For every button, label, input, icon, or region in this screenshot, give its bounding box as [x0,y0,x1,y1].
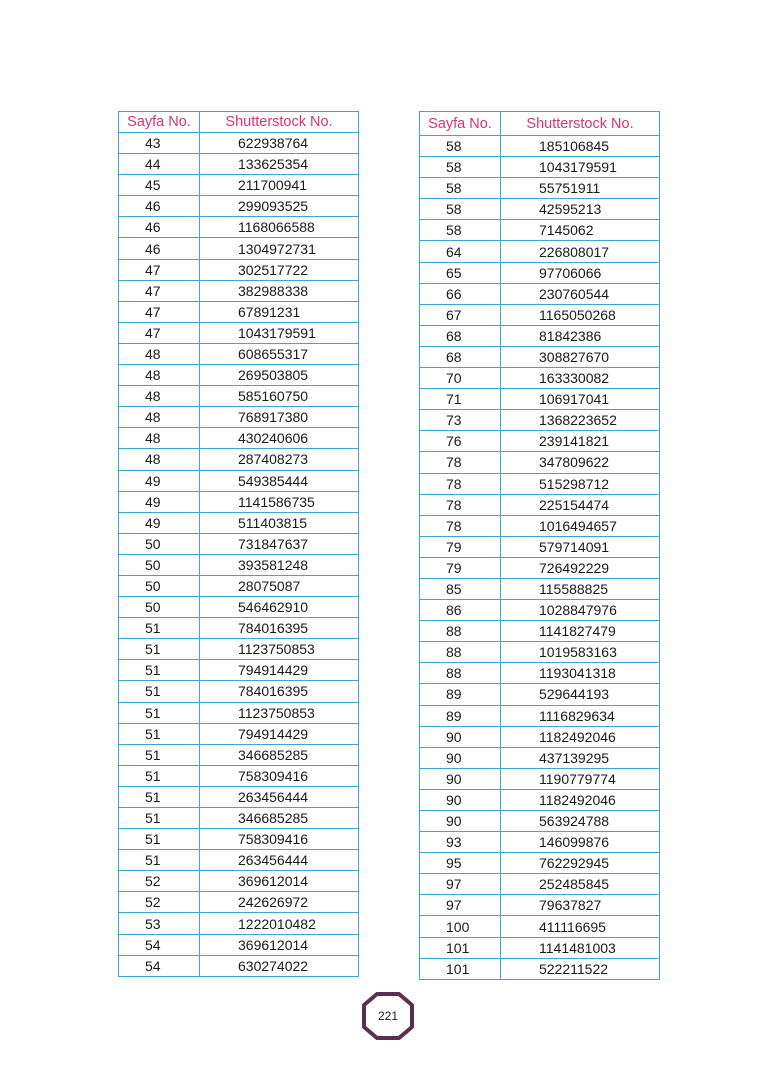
table-row [119,618,359,639]
shutterstock-number-cell: 163330082 [501,368,660,389]
shutterstock-number-cell: 1190779774 [501,768,660,789]
page-number-cell: 51 [119,829,200,850]
page-number-cell: 51 [119,702,200,723]
table-row [119,491,359,512]
table-row [119,681,359,702]
page-number-cell: 51 [119,786,200,807]
shutterstock-number-cell: 347809622 [501,452,660,473]
table-row [420,557,660,578]
page-number-cell: 90 [420,747,501,768]
table-row [420,789,660,810]
shutterstock-number-cell: 608655317 [200,343,359,364]
shutterstock-number-cell: 515298712 [501,473,660,494]
table-row [119,850,359,871]
shutterstock-number-cell: 287408273 [200,449,359,470]
table-row [420,136,660,157]
table-row [119,407,359,428]
page-number-cell: 86 [420,600,501,621]
table-row [420,325,660,346]
table-row [119,955,359,976]
table-row [119,533,359,554]
shutterstock-number-cell: 185106845 [501,136,660,157]
page-number-cell: 58 [420,157,501,178]
table-row [119,512,359,533]
page-number-cell: 79 [420,536,501,557]
shutterstock-number-cell: 1141481003 [501,937,660,958]
table-row [119,786,359,807]
shutterstock-number-cell: 42595213 [501,199,660,220]
table-row [119,892,359,913]
shutterstock-number-cell: 393581248 [200,554,359,575]
table-row [420,536,660,557]
table-row [119,154,359,175]
page-number-cell: 50 [119,533,200,554]
table-row [420,473,660,494]
page-number-cell: 46 [119,238,200,259]
credits-table-left [118,111,359,977]
table-row [420,705,660,726]
page-number-cell: 52 [119,871,200,892]
page-number-cell: 58 [420,178,501,199]
table-row [420,262,660,283]
page-number-cell: 88 [420,663,501,684]
page-number-cell: 90 [420,811,501,832]
table-row [420,874,660,895]
page-number-cell: 51 [119,765,200,786]
table-row [420,895,660,916]
shutterstock-number-cell: 1141827479 [501,621,660,642]
page-number-cell: 76 [420,431,501,452]
page-number-cell: 51 [119,681,200,702]
table-body-right [420,136,660,980]
shutterstock-number-cell: 269503805 [200,365,359,386]
table-row [119,280,359,301]
table-row [119,196,359,217]
shutterstock-number-cell: 81842386 [501,325,660,346]
page-number: 221 [377,1009,399,1023]
page-number-cell: 48 [119,449,200,470]
page-number-cell: 64 [420,241,501,262]
shutterstock-number-cell: 1368223652 [501,410,660,431]
table-row [119,765,359,786]
shutterstock-number-cell: 1222010482 [200,913,359,934]
shutterstock-number-cell: 1043179591 [501,157,660,178]
table-row [119,238,359,259]
shutterstock-number-cell: 758309416 [200,765,359,786]
shutterstock-number-cell: 239141821 [501,431,660,452]
header-shutterstock-number: Shutterstock No. [501,112,660,136]
table-header-row [119,112,359,133]
shutterstock-number-cell: 242626972 [200,892,359,913]
table-row [119,723,359,744]
page-number-cell: 100 [420,916,501,937]
shutterstock-number-cell: 784016395 [200,618,359,639]
page-number-cell: 58 [420,136,501,157]
shutterstock-number-cell: 226808017 [501,241,660,262]
shutterstock-number-cell: 794914429 [200,723,359,744]
page-number-cell: 95 [420,853,501,874]
page-number-cell: 44 [119,154,200,175]
table-row [119,217,359,238]
table-row [420,157,660,178]
page-number-cell: 89 [420,705,501,726]
shutterstock-number-cell: 106917041 [501,389,660,410]
shutterstock-number-cell: 7145062 [501,220,660,241]
shutterstock-number-cell: 411116695 [501,916,660,937]
table-row [420,389,660,410]
table-row [420,684,660,705]
header-page-number: Sayfa No. [119,112,200,133]
table-row [119,554,359,575]
shutterstock-number-cell: 622938764 [200,133,359,154]
shutterstock-number-cell: 579714091 [501,536,660,557]
table-row [119,133,359,154]
shutterstock-number-cell: 430240606 [200,428,359,449]
table-row [420,811,660,832]
page-number-cell: 68 [420,325,501,346]
table-row [420,937,660,958]
table-row [119,829,359,850]
page-number-cell: 78 [420,473,501,494]
shutterstock-number-cell: 299093525 [200,196,359,217]
shutterstock-number-cell: 1141586735 [200,491,359,512]
page-number-cell: 90 [420,726,501,747]
shutterstock-number-cell: 369612014 [200,871,359,892]
page-number-cell: 48 [119,428,200,449]
shutterstock-number-cell: 28075087 [200,575,359,596]
shutterstock-number-cell: 1182492046 [501,726,660,747]
table-row [119,449,359,470]
table-row [420,178,660,199]
shutterstock-number-cell: 731847637 [200,533,359,554]
shutterstock-number-cell: 549385444 [200,470,359,491]
shutterstock-number-cell: 225154474 [501,494,660,515]
page-number-cell: 49 [119,470,200,491]
page-number-cell: 51 [119,744,200,765]
table-row [420,642,660,663]
shutterstock-number-cell: 346685285 [200,744,359,765]
shutterstock-number-cell: 1116829634 [501,705,660,726]
table-row [119,744,359,765]
table-row [119,365,359,386]
page-number-cell: 78 [420,494,501,515]
page-number-cell: 78 [420,515,501,536]
shutterstock-number-cell: 1168066588 [200,217,359,238]
shutterstock-number-cell: 302517722 [200,259,359,280]
page-number-cell: 68 [420,346,501,367]
page-number-cell: 51 [119,808,200,829]
page-number-cell: 54 [119,934,200,955]
page-number-cell: 67 [420,304,501,325]
table-row [119,386,359,407]
page-number-cell: 45 [119,175,200,196]
table-row [420,958,660,979]
page-number-cell: 79 [420,557,501,578]
page-number-cell: 51 [119,660,200,681]
shutterstock-number-cell: 346685285 [200,808,359,829]
table-row [420,494,660,515]
shutterstock-number-cell: 522211522 [501,958,660,979]
shutterstock-number-cell: 529644193 [501,684,660,705]
shutterstock-number-cell: 97706066 [501,262,660,283]
shutterstock-number-cell: 263456444 [200,786,359,807]
table-row [420,747,660,768]
page-number-cell: 71 [420,389,501,410]
page-number-cell: 47 [119,301,200,322]
page-number-cell: 48 [119,365,200,386]
page-number-cell: 90 [420,768,501,789]
page-number-cell: 90 [420,789,501,810]
table-row [119,428,359,449]
shutterstock-number-cell: 511403815 [200,512,359,533]
shutterstock-number-cell: 1028847976 [501,600,660,621]
header-shutterstock-number: Shutterstock No. [200,112,359,133]
table-row [119,639,359,660]
table-row [119,808,359,829]
table-row [119,175,359,196]
page-number-cell: 70 [420,368,501,389]
page-number-cell: 78 [420,452,501,473]
shutterstock-number-cell: 1123750853 [200,702,359,723]
page-number-cell: 101 [420,958,501,979]
table-row [119,934,359,955]
page-number-cell: 50 [119,554,200,575]
page-number-cell: 48 [119,386,200,407]
table-row [420,410,660,431]
table-row [420,832,660,853]
table-row [420,600,660,621]
shutterstock-number-cell: 211700941 [200,175,359,196]
shutterstock-number-cell: 79637827 [501,895,660,916]
table-row [420,283,660,304]
page-number-cell: 51 [119,850,200,871]
page-number-badge [361,991,415,1041]
page-number-cell: 58 [420,220,501,241]
table-row [119,913,359,934]
shutterstock-number-cell: 1304972731 [200,238,359,259]
shutterstock-number-cell: 1016494657 [501,515,660,536]
page-number-cell: 88 [420,621,501,642]
table-row [119,343,359,364]
page-number-cell: 46 [119,217,200,238]
table-row [420,726,660,747]
page-number-cell: 51 [119,618,200,639]
shutterstock-number-cell: 1123750853 [200,639,359,660]
shutterstock-number-cell: 794914429 [200,660,359,681]
shutterstock-number-cell: 437139295 [501,747,660,768]
shutterstock-number-cell: 762292945 [501,853,660,874]
table-row [420,515,660,536]
credits-table-right [419,111,660,980]
page-number-cell: 48 [119,343,200,364]
shutterstock-number-cell: 563924788 [501,811,660,832]
table-row [420,304,660,325]
page-number-cell: 93 [420,832,501,853]
shutterstock-number-cell: 146099876 [501,832,660,853]
shutterstock-number-cell: 1043179591 [200,322,359,343]
table-row [420,346,660,367]
page-number-cell: 51 [119,639,200,660]
shutterstock-number-cell: 115588825 [501,578,660,599]
table-row [420,241,660,262]
shutterstock-number-cell: 1193041318 [501,663,660,684]
page-number-cell: 89 [420,684,501,705]
page-number-cell: 52 [119,892,200,913]
shutterstock-number-cell: 784016395 [200,681,359,702]
page-number-cell: 65 [420,262,501,283]
table-row [119,660,359,681]
page-number-cell: 53 [119,913,200,934]
page-number-cell: 47 [119,280,200,301]
table-row [420,199,660,220]
shutterstock-number-cell: 630274022 [200,955,359,976]
shutterstock-number-cell: 263456444 [200,850,359,871]
header-page-number: Sayfa No. [420,112,501,136]
shutterstock-number-cell: 1019583163 [501,642,660,663]
page-number-cell: 49 [119,491,200,512]
shutterstock-number-cell: 308827670 [501,346,660,367]
table-row [119,259,359,280]
table-row [420,916,660,937]
table-row [420,663,660,684]
shutterstock-number-cell: 230760544 [501,283,660,304]
page-number-cell: 50 [119,597,200,618]
shutterstock-number-cell: 1182492046 [501,789,660,810]
page-number-cell: 97 [420,895,501,916]
table-row [119,702,359,723]
table-row [420,368,660,389]
page-number-cell: 88 [420,642,501,663]
page-number-cell: 58 [420,199,501,220]
page-number-cell: 47 [119,322,200,343]
page-number-cell: 73 [420,410,501,431]
table-row [119,301,359,322]
page-number-cell: 48 [119,407,200,428]
page-number-cell: 51 [119,723,200,744]
table-row [119,322,359,343]
shutterstock-number-cell: 55751911 [501,178,660,199]
shutterstock-number-cell: 546462910 [200,597,359,618]
table-row [119,597,359,618]
shutterstock-number-cell: 758309416 [200,829,359,850]
table-header-row [420,112,660,136]
page-number-cell: 47 [119,259,200,280]
page-number-cell: 85 [420,578,501,599]
page-number-cell: 101 [420,937,501,958]
table-row [420,578,660,599]
table-row [420,452,660,473]
shutterstock-number-cell: 369612014 [200,934,359,955]
page-number-cell: 49 [119,512,200,533]
table-row [119,575,359,596]
table-row [420,431,660,452]
table-row [119,871,359,892]
page-number-cell: 66 [420,283,501,304]
page-number-cell: 50 [119,575,200,596]
table-body-left [119,133,359,977]
page-number-cell: 54 [119,955,200,976]
shutterstock-number-cell: 252485845 [501,874,660,895]
shutterstock-number-cell: 1165050268 [501,304,660,325]
table-row [420,220,660,241]
table-row [420,853,660,874]
shutterstock-number-cell: 382988338 [200,280,359,301]
page-number-cell: 46 [119,196,200,217]
page-number-cell: 43 [119,133,200,154]
shutterstock-number-cell: 67891231 [200,301,359,322]
table-row [420,768,660,789]
table-row [119,470,359,491]
table-row [420,621,660,642]
shutterstock-number-cell: 133625354 [200,154,359,175]
shutterstock-number-cell: 726492229 [501,557,660,578]
shutterstock-number-cell: 585160750 [200,386,359,407]
page-number-cell: 97 [420,874,501,895]
shutterstock-number-cell: 768917380 [200,407,359,428]
